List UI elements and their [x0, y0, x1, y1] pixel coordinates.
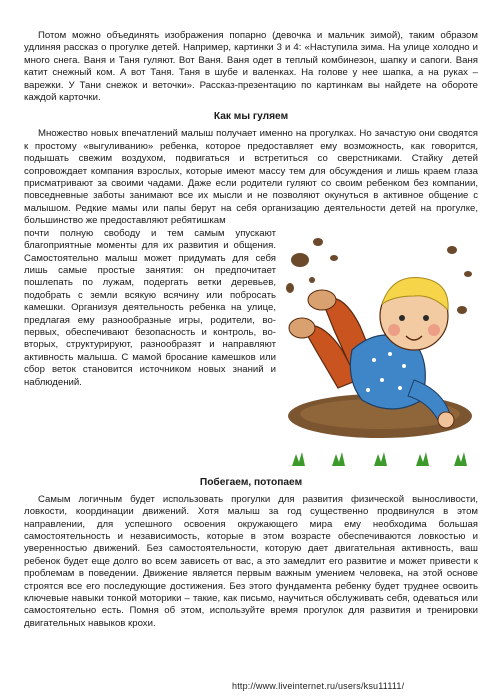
- section-heading-walk: Как мы гуляем: [213, 111, 289, 123]
- boy-foot-right: [289, 318, 315, 338]
- grass-tufts: [292, 452, 467, 466]
- boy-in-puddle-illustration: [282, 230, 478, 468]
- run-paragraph: Самым логичным будет использовать прогулки для развития физической выносливости, ловкости, координации движений. Хотя малыш за год существенно продвинулся в этом направлении, для успешного освоения окружающего мира ему необходима большая самостоятельность и независимость, которые в этом возрасте обеспечиваются ловкостью и уверенностью движений. Без самостоятельности, которую дает двигательная активность, ваш ребенок будет еще долго во всем зависеть от вас, а это замедлит его развитие и может привести к проблемам в поведении. Движение является первым важным умением человека, на этой основе строятся все его последующие достижения. Без этого фундамента ребенку будет труднее освоить ключевые навыки тонкой моторики – такие, как письмо, научиться обслуживать себя, одеваться или самостоятельно есть. Помня об этом, используйте время прогулок для развития и тренировки двигательных навыков крохи.: [24, 493, 478, 629]
- walk-paragraph: Множество новых впечатлений малыш получает именно на прогулках. Но зачастую они сводятся к простому «выгуливанию» ребенка, которое предоставляет ему возможность, как говорится, подышать свежим воздухом, подвигаться и встретиться со сверстниками. Стайку детей сопровождает компания взрослых, которые имеют массу тем для обсуждения и лишь краем глаза присматривают за своими чадами. Даже если родители гуляют со своим ребенком без компании, повседневные заботы занимают все их мысли и не позволяют окунуться в активное общение с малышом. Редкие мамы или папы берут на себя организацию деятельности детей на прогулке, большинство же предоставляют ребятишкам: [24, 128, 478, 227]
- section-heading-run: Побегаем, потопаем: [199, 476, 303, 488]
- boy-hand: [438, 412, 454, 428]
- walk-paragraph-wrapped: почти полную свободу и тем самым упускают благоприятные моменты для их развития и общения. Самостоятельно малыш может придумать для себя лишь самые простые занятия: он предпочитает пошлепать по лужам, подергать ветки деревьев, подобрать с земли всякую всячину или побросать камешки. Организуя деятельность ребенка на улице, предлагая ему разнообразные игры, родители, во-первых, обеспечивают безопасность и контроль, во-вторых, структурируют, разнообразят и направляют активность малыша. С мамой бросание камешков или сбор веток становится источником новых знаний и наблюдений.: [24, 227, 276, 388]
- source-url: http://www.liveinternet.ru/users/ksu11111/: [232, 681, 405, 691]
- intro-paragraph: Потом можно объединять изображения попарно (девочка и мальчик зимой), таким образом удлиняя рассказ о прогулке детей. Например, картинки 3 и 4: «Наступила зима. На улице холодно и много снега. Ваня и Таня гуляют. Вот Ваня. Ваня одет в теплый комбинезон, шапку и сапоги. Ваня катит снежный ком. А вот Таня. Таня в шубе и валенках. На голове у нее шапка, а на руках – варежки. У Тани снежок и веточки». Рассказ-презентацию по картинкам вы найдете на обороте каждой карточки.: [24, 30, 478, 104]
- document-page: [24, 30, 478, 670]
- boy-foot-left: [308, 290, 336, 310]
- illustration-block: [24, 228, 478, 470]
